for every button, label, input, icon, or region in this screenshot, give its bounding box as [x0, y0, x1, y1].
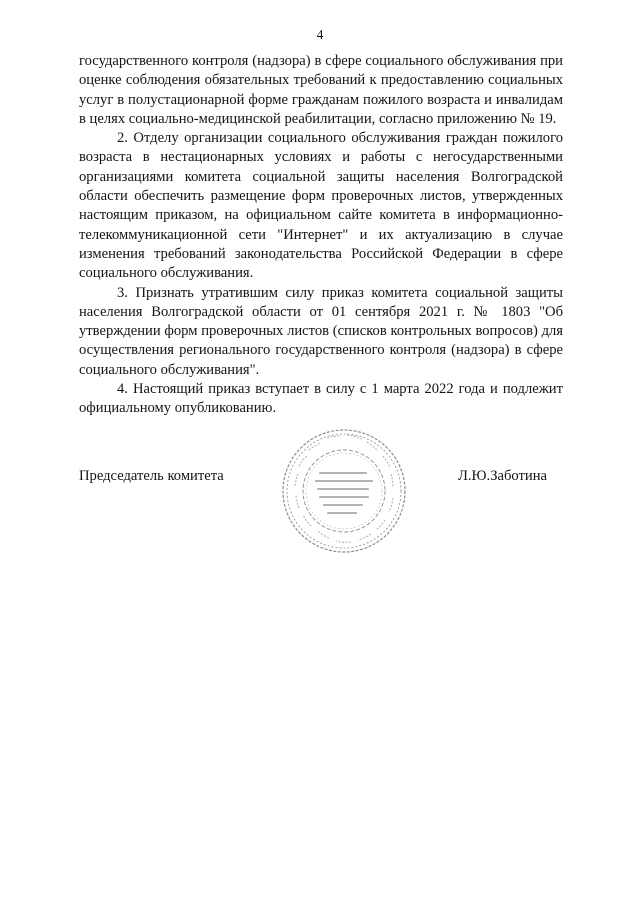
document-body: [79, 52, 563, 419]
paragraph-continuation: государственного контроля (надзора) в сфере социального обслуживания при оценке соблюдения обязательных требований к предоставлению социальных услуг в полустационарной форме гражданам пожилого возраста и инвалидам в целях социально-медицинской реабилитации, согласно приложению № 19.: [79, 53, 563, 127]
official-seal-stamp: [279, 426, 409, 556]
paragraph-item-4: 4. Настоящий приказ вступает в силу с 1 марта 2022 года и подлежит официальному опубликованию.: [79, 381, 563, 417]
signer-title: Председатель комитета: [79, 468, 224, 484]
paragraph-item-3: 3. Признать утратившим силу приказ комитета социальной защиты населения Волгоградской области от 01 сентября 2021 г. № 1803 "Об утверждении форм проверочных листов (списков контрольных вопросов) для осуществления регионального государственного контроля (надзора) в сфере социального обслуживания".: [79, 284, 563, 378]
page-number: 4: [316, 27, 324, 42]
paragraph-item-2: 2. Отделу организации социального обслуживания граждан пожилого возраста в нестационарных условиях и работы с негосударственными организациями комитета социальной защиты населения Волгоградской области обеспечить размещение форм проверочных листов, утвержденных настоящим приказом, на официальном сайте комитета в информационно-телекоммуникационной сети "Интернет" и их актуализацию в случае изменения требований законодательства Российской Федерации в сфере социального обслуживания.: [79, 130, 563, 282]
signer-name: Л.Ю.Заботина: [458, 468, 547, 484]
